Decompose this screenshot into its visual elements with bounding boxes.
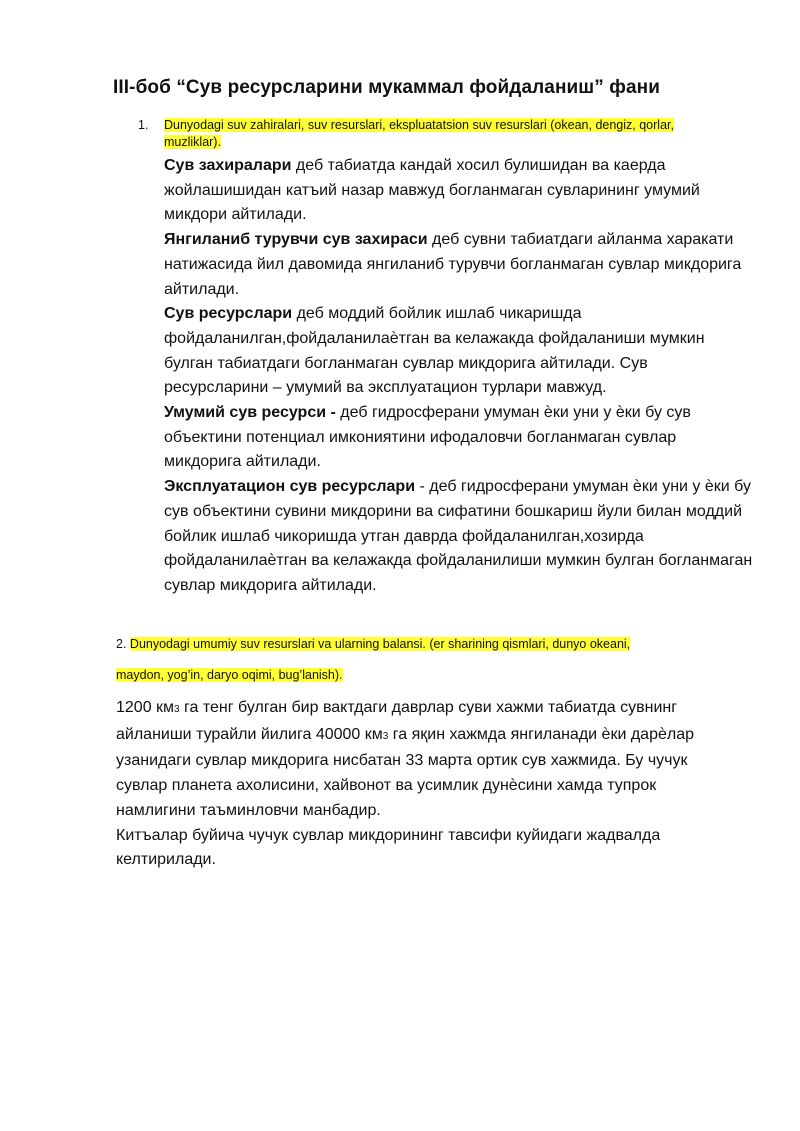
definition-water-resources [164, 302, 754, 401]
paragraph-part: га яқин хажмда янгиланади ѐки дарѐлар узанидаги сувлар микдорига нисбатан 33 марта ортик сув хажмида. Бу чучук сувлар планета ахолисини, хайвонот ва усимлик дунѐсини хамда тупрок намлигини таъминловчи манбадир. [116, 725, 694, 819]
definition-text: - деб гидросферани умуман ѐки уни у ѐки бу сув объектини сувини микдорини ва сифатини бошкариш йули билан моддий бойлик ишлаб чикоришда утган даврда фойдаланилган,хозирда фойдаланилаѐтган ва келажакда фойдаланилиши мумкин булган богланмаган сувлар микдорига айтилади. [164, 478, 753, 594]
body-text [116, 696, 736, 873]
list-item-1-number: 1. [138, 118, 149, 132]
list-item-2-highlighted-text-continued: maydon, yog’in, daryo oqimi, bug’lanish). [116, 668, 343, 682]
list-item-1-text [164, 117, 729, 151]
unit-superscript: 3 [174, 704, 180, 715]
list-item-1-highlighted-text: Dunyodagi suv zahiralari, suv resurslari, ekspluatatsion suv resurslari (okean, dengiz, qorlar, muzliklar). [164, 118, 674, 149]
definition-term: Умумий сув ресурси - [164, 404, 336, 422]
list-item-2-line-2 [116, 668, 343, 682]
paragraph-table-intro: Китъалар буйича чучук сувлар микдорининг тавсифи куйидаги жадвалда келтирилади. [116, 826, 661, 869]
chapter-heading: ІІІ-боб “Сув ресурсларини мукаммал фойдаланиш” фани [113, 77, 660, 98]
definition-exploitation-resources [164, 475, 754, 599]
definition-term: Эксплуатацион сув ресурслари [164, 478, 416, 496]
definition-text: деб сувни табиатдаги айланма харакати натижасида йил давомида янгиланиб турувчи богланмаган сувлар микдорига айтилади. [164, 231, 742, 298]
definition-term: Сув захиралари [164, 157, 292, 174]
list-item-2-number: 2. [116, 637, 127, 651]
unit-superscript: 3 [382, 730, 389, 742]
definition-water-reserves [164, 154, 754, 228]
definition-renewable-reserve [164, 228, 754, 302]
definition-total-resource [164, 401, 754, 475]
paragraph-water-volume [116, 696, 736, 824]
list-item-2-highlighted-text: Dunyodagi umumiy suv resurslari va ularning balansi. (er sharining qismlari, dunyo okeani, [129, 637, 631, 651]
definition-text: деб моддий бойлик ишлаб чикаришда фойдаланилган,фойдаланилаѐтган ва келажакда фойдаланиши мумкин булган табиатдаги богланмаган сувлар микдорига айтилади. Сув ресурсларини – умумий ва эксплуатацион турлари мавжуд. [164, 305, 705, 397]
definition-term: Янгиланиб турувчи сув захираси [164, 231, 428, 249]
paragraph-part: га тенг булган бир вактдаги даврлар суви хажми табиатда сувнинг айланиши турайли йилига 40000 км [116, 699, 678, 743]
definition-text: деб гидросферани умуман ѐки уни у ѐки бу сув объектини потенциал имкониятини ифодаловчи богланмаган сувлар микдорига айтилади. [164, 404, 691, 471]
list-item-2-line-1 [116, 637, 630, 651]
definition-text: деб табиатда кандай хосил булишидан ва каерда жойлашишидан катъий назар мавжуд богланмаган сувларининг умумий микдори айтилади. [164, 157, 700, 224]
definitions-block [164, 154, 754, 599]
paragraph-part: 1200 км [116, 699, 175, 716]
definition-term: Сув ресурслари [164, 305, 293, 323]
